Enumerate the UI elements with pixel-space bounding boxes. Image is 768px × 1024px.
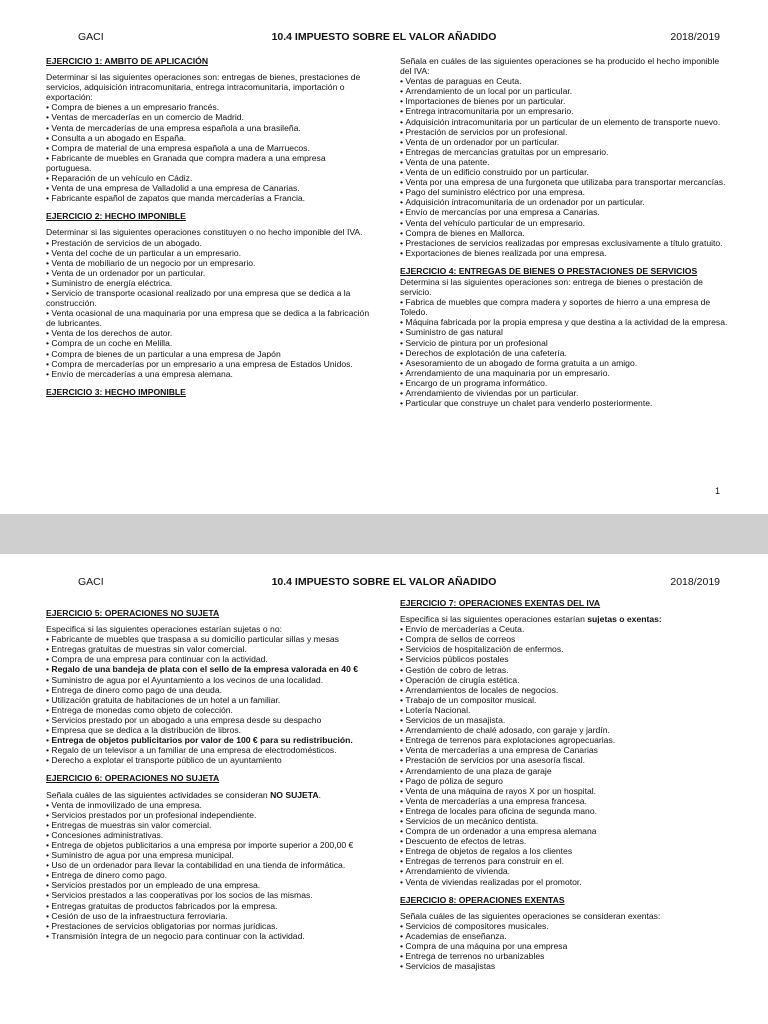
list-item (46, 328, 372, 338)
list-item-text: Suministro de energía eléctrica. (51, 277, 173, 288)
list-item (400, 776, 728, 786)
list-item (400, 167, 728, 177)
ej7-intro-text: Especifica si las siguientes operaciones estarían (400, 614, 585, 625)
list-item-text: Compra de una máquina por una empresa (405, 941, 568, 951)
list-item (46, 840, 372, 850)
list-item-text: Máquina fabricada por la propia empresa y que destina a la actividad de la empresa. (405, 317, 728, 328)
list-item (46, 685, 372, 695)
list-item (400, 96, 728, 106)
list-item-text: Arrendamiento de vivienda. (405, 866, 511, 877)
page-header (0, 576, 768, 592)
list-item-text: Suministro de agua por el Ayuntamiento a los vecinos de una localidad. (51, 674, 324, 685)
list-item-text: Compra de sellos de correos (405, 634, 516, 645)
list-item-text: Envío de mercancías por una empresa a Canarias. (405, 207, 600, 218)
list-item-text: Operación de cirugía estética. (405, 674, 520, 685)
list-item-text: Venta del vehículo particular de un empresario. (405, 217, 586, 228)
list-item (400, 157, 728, 167)
list-item (46, 860, 372, 870)
list-item-text: Ventas de mercaderías en un comercio de Madrid. (51, 112, 244, 123)
list-item-text: Servicio de transporte ocasional realizado por una empresa que se dedica a la construcción. (46, 287, 351, 309)
list-item (46, 102, 372, 112)
list-item (46, 359, 372, 369)
ej5-title: EJERCICIO 5: OPERACIONES NO SUJETA (46, 608, 220, 618)
list-item (400, 735, 728, 745)
list-item-text: Entrega de terrenos para explotaciones agropecuarias. (405, 735, 616, 746)
list-item-text: Prestación de servicios de un abogado. (51, 237, 202, 248)
list-item-text: Venta de un edificio construido por un particular. (405, 167, 589, 178)
list-item-text: Asesoramiento de un abogado de forma gratuita a un amigo. (405, 357, 638, 368)
ej6-title: EJERCICIO 6: OPERACIONES NO SUJETA (46, 773, 220, 784)
list-item-text: Venta de mercaderías a una empresa de Canarias (405, 745, 598, 756)
list-item (46, 931, 372, 941)
list-item (46, 153, 372, 173)
list-item-text: Envío de mercaderías a una empresa alemana. (51, 368, 233, 379)
ej1-title: EJERCICIO 1: AMBITO DE APLICACIÓN (46, 56, 209, 66)
list-item-text: Cesión de uso de la infraestructura ferroviaria. (51, 910, 228, 921)
list-item-text: Exportaciones de bienes realizada por una empresa. (405, 247, 607, 258)
ej4-intro: Determina si las siguientes operaciones son: entrega de bienes o prestación de servicio. (400, 276, 703, 298)
ej3-title: EJERCICIO 3: HECHO IMPONIBLE (46, 386, 186, 397)
list-item-text: Trabajo de un compositor musical. (405, 694, 537, 705)
list-item (46, 755, 372, 765)
list-item-text: Servicios de un mecánico dentista. (405, 815, 539, 826)
list-item (46, 268, 372, 278)
list-item-text: Servicios de un masajista. (405, 715, 506, 726)
list-item (400, 106, 728, 116)
list-item (400, 187, 728, 197)
list-item-text: Servicios de hospitalización de enfermos. (405, 644, 564, 655)
list-item-text: Arrendamiento de una plaza de garaje (405, 765, 552, 776)
page1-right-column (400, 56, 728, 408)
list-item (400, 826, 728, 836)
list-item (400, 755, 728, 765)
list-item-text: Venta del coche de un particular a un empresario. (51, 247, 242, 258)
ej8-list (400, 921, 728, 971)
list-item (400, 358, 728, 368)
list-item-text: Venta de un ordenador por un particular. (51, 267, 206, 278)
list-item (46, 133, 372, 143)
header-title: 10.4 IMPUESTO SOBRE EL VALOR AÑADIDO (271, 31, 497, 43)
list-item-text: Academias de enseñanza. (405, 930, 507, 941)
list-item-text: Compra de una empresa para continuar con la actividad. (51, 654, 268, 665)
list-item (46, 183, 372, 193)
list-item-text: Venta de mobiliario de un negocio por un empresario. (51, 257, 256, 268)
list-item (46, 921, 372, 931)
list-item (46, 143, 372, 153)
list-item (400, 685, 728, 695)
list-item (46, 705, 372, 715)
list-item-text: Reparación de un vehículo en Cádiz. (51, 173, 193, 184)
list-item (400, 695, 728, 705)
list-item-text: Regalo de un televisor a un familiar de una empresa de electrodomésticos. (51, 745, 337, 756)
list-item-text: Servicios de masajistas (405, 961, 496, 972)
list-item-text: Compra de bienes a un empresario francés. (51, 102, 220, 113)
list-item-text: Compra de bienes en Mallorca. (405, 227, 525, 238)
list-item-text: Venta de un ordenador por un particular. (405, 136, 560, 147)
list-item (400, 378, 728, 388)
list-item (400, 348, 728, 358)
list-item-text: Fabricante de muebles que traspasa a su domicilio particular sillas y mesas (51, 634, 339, 645)
list-item (46, 644, 372, 654)
list-item (46, 800, 372, 810)
list-item-text: Empresa que se dedica a la distribución de libros. (51, 725, 242, 736)
list-item-text: Fabricante español de zapatos que manda mercaderías a Francia. (51, 193, 306, 204)
list-item (46, 654, 372, 664)
list-item (400, 624, 728, 634)
list-item-text: Encargo de un programa informático. (405, 377, 548, 388)
list-item-text: Venta de una patente. (405, 156, 490, 167)
ej4-title: EJERCICIO 4: ENTREGAS DE BIENES O PRESTACIONES DE SERVICIOS (400, 265, 698, 276)
list-item (46, 288, 372, 308)
list-item-text: Entregas de muestras sin valor comercial. (51, 819, 212, 830)
list-item-text: Compra de un ordenador a una empresa alemana (405, 826, 597, 837)
header-title: 10.4 IMPUESTO SOBRE EL VALOR AÑADIDO (271, 576, 497, 588)
list-item-text: Entrega de dinero como pago. (51, 870, 168, 881)
list-item (400, 207, 728, 217)
list-item (400, 388, 728, 398)
list-item-text: Entrega de dinero como pago de una deuda. (51, 684, 222, 695)
list-item-text: Compra de material de una empresa española a una de Marruecos. (51, 142, 310, 153)
list-item-text: Uso de un ordenador para llevar la contabilidad en una tienda de informática. (51, 860, 346, 871)
list-item (46, 890, 372, 900)
ej6-intro: Señala cuáles de las siguientes actividades se consideran NO SUJETA. (46, 789, 321, 800)
page2-left-column (46, 608, 372, 941)
list-item-text: Consulta a un abogado en España. (51, 132, 187, 143)
list-item-text: Arrendamiento de chalé adosado, con garaje y jardín. (405, 725, 610, 736)
list-item-text: Prestaciones de servicios obligatorias por normas jurídicas. (51, 920, 278, 931)
list-item-text: Transmisión íntegra de un negocio para continuar con la actividad. (51, 930, 305, 941)
list-item-text: Entrega de objetos de regalos a los clientes (405, 846, 573, 857)
list-item-text: Entregas gratuitas de productos fabricados por la empresa. (51, 900, 278, 911)
list-item-text: Entrega de objetos publicitarios a una empresa por importe superior a 200,00 € (51, 839, 354, 850)
ej8-intro: Señala cuáles de las siguientes operaciones se consideran exentas: (400, 910, 661, 921)
list-item (400, 218, 728, 228)
list-item (46, 715, 372, 725)
list-item-text: Venta por una empresa de una furgoneta que utilizaba para transportar mercancías. (405, 177, 726, 188)
list-item (46, 123, 372, 133)
list-item-text: Servicios prestado por un abogado a una empresa desde su despacho (51, 714, 322, 725)
ej3-intro: Señala en cuáles de las siguientes operaciones se ha producido el hecho imponible del IVA: (400, 56, 720, 77)
list-item-text: Suministro de agua por una empresa municipal. (51, 850, 234, 861)
list-item (400, 725, 728, 735)
list-item-text: Entregas de mercancías gratuitas por un empresario. (405, 146, 609, 157)
list-item (46, 901, 372, 911)
list-item (400, 866, 728, 876)
header-year: 2018/2019 (670, 31, 720, 43)
list-item-text: Servicios de compositores musicales. (405, 920, 549, 931)
list-item (400, 846, 728, 856)
ej6-intro-bold: NO SUJETA (270, 789, 319, 800)
list-item (400, 921, 728, 931)
page-number: 1 (714, 486, 720, 496)
list-item (46, 338, 372, 348)
header-left: GACI (78, 576, 104, 588)
ej2-list (46, 238, 372, 379)
list-item-text: Venta de viviendas realizadas por el promotor. (405, 876, 582, 887)
list-item (400, 147, 728, 157)
list-item (46, 112, 372, 122)
list-item-text: Gestión de cobro de letras. (405, 664, 509, 675)
list-item-text: Regalo de una bandeja de plata con el sello de la empresa valorada en 40 € (51, 664, 359, 675)
list-item-text: Servicio de pintura por un profesional (405, 337, 548, 348)
list-item (400, 327, 728, 337)
list-item-text: Compra de un coche en Melilla. (51, 338, 173, 349)
list-item (46, 745, 372, 755)
list-item-text: Fabricante de muebles en Granada que compra madera a una empresa portuguesa. (46, 152, 326, 173)
list-item (46, 248, 372, 258)
ej1-intro: Determinar si las siguientes operaciones son: entregas de bienes, prestaciones de servicios, adquisición intracomunitaria, entrega intracomunitaria, importación o exportación: (46, 72, 361, 103)
ej8-title: EJERCICIO 8: OPERACIONES EXENTAS (400, 894, 565, 905)
list-item-text: Derechos de explotación de una cafetería. (405, 347, 567, 358)
list-item (400, 665, 728, 675)
ej2-title: EJERCICIO 2: HECHO IMPONIBLE (46, 211, 186, 222)
list-item (400, 931, 728, 941)
list-item (400, 76, 728, 86)
list-item (400, 654, 728, 664)
list-item (46, 725, 372, 735)
list-item (400, 644, 728, 654)
list-item (400, 877, 728, 887)
list-item-text: Compra de mercaderías por un empresario a una empresa de Estados Unidos. (51, 358, 353, 369)
list-item (46, 870, 372, 880)
list-item-text: Arrendamientos de locales de negocios. (405, 684, 559, 695)
list-item-text: Servicios públicos postales (405, 654, 509, 665)
list-item (400, 317, 728, 327)
list-item (46, 634, 372, 644)
list-item-text: Venta de inmovilizado de una empresa. (51, 799, 202, 810)
list-item (400, 745, 728, 755)
list-item (400, 398, 728, 408)
list-item (46, 193, 372, 203)
list-item-text: Servicios prestados por un empleado de una empresa. (51, 880, 261, 891)
list-item (400, 856, 728, 866)
list-item-text: Venta de los derechos de autor. (51, 328, 173, 339)
list-item-text: Entrega de terrenos no urbanizables (405, 951, 545, 962)
list-item-text: Concesiones administrativas. (51, 829, 164, 840)
list-item (400, 634, 728, 644)
list-item (400, 675, 728, 685)
list-item (46, 308, 372, 328)
list-item-text: Venta de una empresa de Valladolid a una empresa de Canarias. (51, 183, 300, 194)
list-item-text: Prestación de servicios por una asesoría fiscal. (405, 755, 586, 766)
list-item-text: Suministro de gas natural (405, 327, 503, 338)
list-item-text: Venta de una máquina de rayos X por un hospital. (405, 785, 597, 796)
list-item-text: Pago de póliza de seguro (405, 775, 503, 786)
page2-right-column (400, 598, 728, 971)
page-header (0, 31, 768, 47)
list-item (400, 806, 728, 816)
list-item-text: Servicios prestados por un profesional independiente. (51, 809, 257, 820)
ej1-list (46, 102, 372, 203)
list-item-text: Servicios prestados a las cooperativas por los socios de las mismas. (51, 890, 313, 901)
list-item (400, 86, 728, 96)
list-item (400, 705, 728, 715)
list-item-text: Prestación de servicios por un profesional. (405, 126, 568, 137)
list-item-text: Adquisición intracomunitaria por un particular de un elemento de transporte nuevo. (405, 116, 721, 127)
ej4-list (400, 297, 728, 408)
list-item (400, 951, 728, 961)
list-item (400, 117, 728, 127)
list-item (46, 820, 372, 830)
list-item (400, 177, 728, 187)
list-item (46, 173, 372, 183)
list-item (400, 238, 728, 248)
list-item-text: Venta ocasional de una maquinaria por una empresa que se dedica a la fabricación de lubricantes. (46, 308, 370, 329)
list-item-text: Lotería Nacional. (405, 704, 471, 715)
list-item-text: Venta de mercaderías a una empresa francesa. (405, 795, 587, 806)
list-item-text: Arrendamiento de viviendas por un particular. (405, 388, 579, 398)
list-item (400, 786, 728, 796)
list-item (400, 715, 728, 725)
list-item-text: Entregas gratuitas de muestras sin valor comercial. (51, 644, 247, 655)
ej7-intro (400, 614, 728, 624)
list-item (46, 349, 372, 359)
list-item-text: Derecho a explotar el transporte público de un ayuntamiento (51, 755, 282, 766)
list-item-text: Entrega intracomunitaria por un empresario. (405, 106, 574, 117)
header-year: 2018/2019 (670, 576, 720, 588)
list-item-text: Pago del suministro eléctrico por una empresa. (405, 187, 586, 198)
list-item (400, 766, 728, 776)
ej7-list (400, 624, 728, 886)
list-item (400, 368, 728, 378)
list-item (400, 297, 728, 317)
list-item (46, 664, 372, 674)
ej5-list (46, 634, 372, 765)
list-item-text: Entrega de monedas como objeto de colección. (51, 704, 233, 715)
list-item (400, 197, 728, 207)
list-item (400, 961, 728, 971)
list-item (46, 911, 372, 921)
list-item (400, 796, 728, 806)
list-item-text: Venta de mercaderías de una empresa española a una brasileña. (51, 122, 301, 133)
list-item (400, 338, 728, 348)
list-item-text: Prestaciones de servicios realizadas por empresas exclusivamente a título gratuito. (405, 237, 723, 248)
list-item-text: Ventas de paraguas en Ceuta. (405, 76, 522, 87)
list-item-text: Entregas de terrenos para construir en el. (405, 856, 565, 867)
ej6-intro-text: Señala cuáles de las siguientes actividades se consideran (46, 789, 268, 800)
list-item (46, 830, 372, 840)
ej7-title: EJERCICIO 7: OPERACIONES EXENTAS DEL IVA (400, 598, 601, 608)
list-item (400, 941, 728, 951)
list-item (400, 228, 728, 238)
ej6-list (46, 800, 372, 941)
list-item-text: Descuento de efectos de letras. (405, 836, 527, 847)
list-item (46, 675, 372, 685)
list-item-text: Arrendamiento de una maquinaria por un empresario. (405, 367, 610, 378)
list-item (46, 810, 372, 820)
list-item-text: Importaciones de bienes por un particular. (405, 96, 566, 107)
list-item (46, 258, 372, 268)
list-item (46, 880, 372, 890)
list-item (46, 278, 372, 288)
list-item-text: Utilización gratuita de habitaciones de un hotel a un familiar. (51, 694, 281, 705)
ej7-intro-bold: sujetas o exentas: (587, 614, 662, 625)
list-item (46, 238, 372, 248)
ej3-list (400, 76, 728, 258)
list-item (400, 248, 728, 258)
list-item-text: Arrendamiento de un local por un particular. (405, 86, 573, 97)
list-item-text: Entrega de locales para oficina de segunda mano. (405, 805, 597, 816)
list-item-text: Compra de bienes de un particular a una empresa de Japón (51, 348, 281, 359)
list-item-text: Adquisición intracomunitaria de un ordenador por un particular. (405, 197, 645, 208)
page1-left-column (46, 56, 372, 403)
list-item (46, 850, 372, 860)
list-item (46, 369, 372, 379)
document-page-2 (0, 554, 768, 1024)
ej5-intro: Especifica si las siguientes operaciones estarían sujetas o no: (46, 624, 282, 635)
list-item (400, 836, 728, 846)
header-left: GACI (78, 31, 104, 43)
list-item-text: Envío de mercaderías a Ceuta. (405, 624, 525, 635)
list-item (400, 816, 728, 826)
list-item (46, 695, 372, 705)
list-item (400, 127, 728, 137)
list-item-text: Entrega de objetos publicitarios por valor de 100 € para su redistribución. (51, 735, 353, 746)
list-item-text: Fabrica de muebles que compra madera y soportes de hierro a una empresa de Toledo. (400, 297, 711, 318)
ej2-intro: Determinar si las siguientes operaciones constituyen o no hecho imponible del IVA. (46, 227, 363, 238)
list-item (400, 137, 728, 147)
list-item-text: Particular que construye un chalet para venderlo posteriormente. (405, 398, 653, 409)
list-item (46, 735, 372, 745)
